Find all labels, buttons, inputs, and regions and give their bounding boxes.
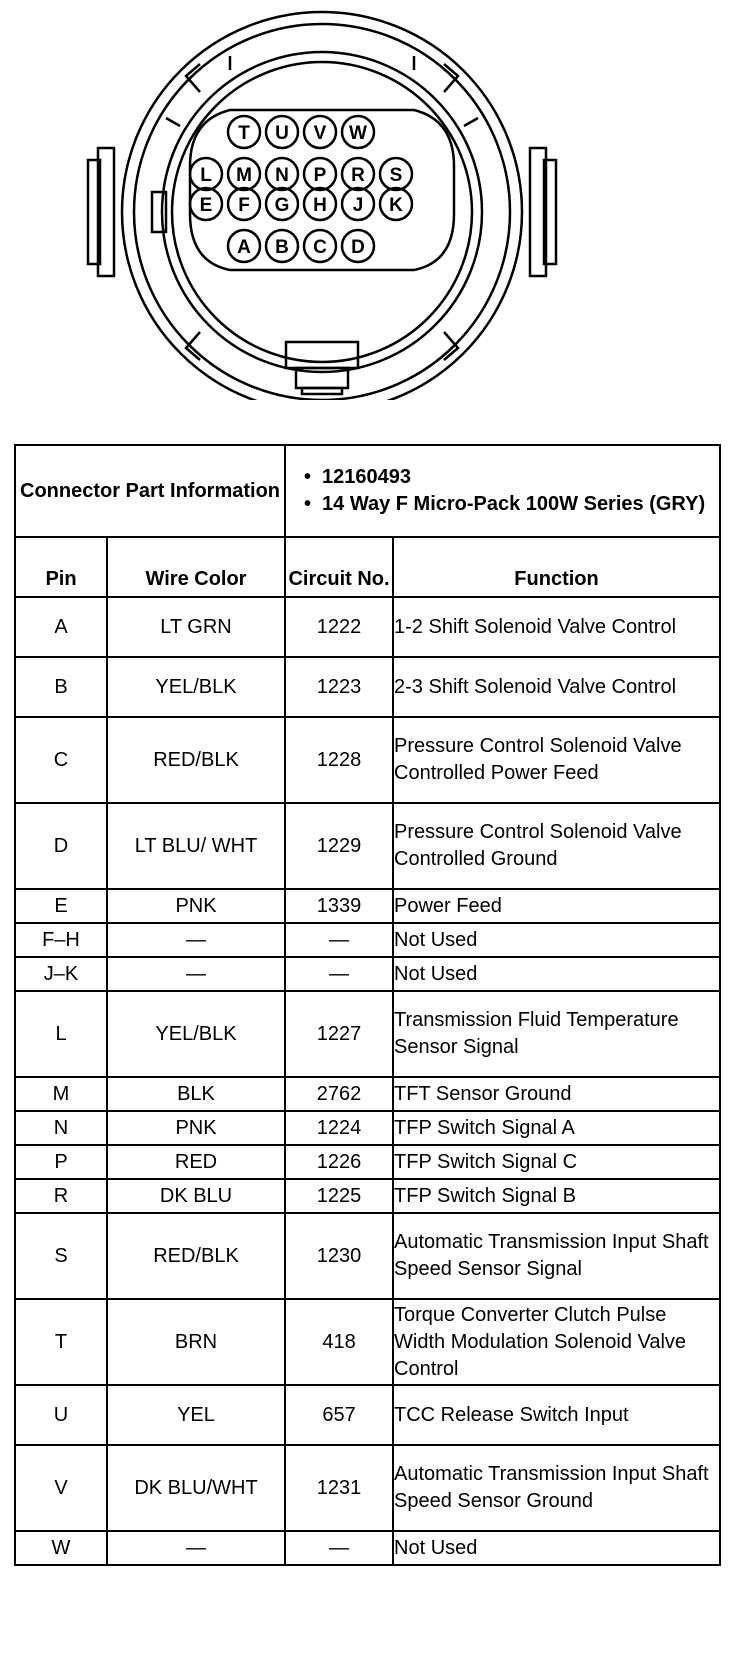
pin-cavity — [380, 188, 412, 220]
circuit-cell: 657 — [285, 1385, 393, 1445]
table-row — [15, 1445, 720, 1531]
table-row — [15, 1077, 720, 1111]
wire-color-cell: RED/BLK — [107, 717, 285, 803]
wire-color-cell: DK BLU — [107, 1179, 285, 1213]
part-description: • 14 Way F Micro-Pack 100W Series (GRY) — [304, 491, 713, 518]
pin-cavity — [266, 230, 298, 262]
wire-color-cell: — — [107, 923, 285, 957]
pin-cell: W — [15, 1531, 107, 1565]
pin-letter: B — [275, 237, 289, 258]
function-cell: Not Used — [393, 957, 720, 991]
circuit-cell: 1230 — [285, 1213, 393, 1299]
pin-letter: G — [274, 195, 290, 216]
pin-letter: P — [313, 165, 327, 186]
function-cell: Not Used — [393, 923, 720, 957]
pin-cavity — [266, 158, 298, 190]
function-cell: Power Feed — [393, 889, 720, 923]
wire-color-cell: LT GRN — [107, 597, 285, 657]
circuit-cell: 1223 — [285, 657, 393, 717]
pin-cell: L — [15, 991, 107, 1077]
part-info-row — [15, 445, 720, 537]
wire-color-cell: RED — [107, 1145, 285, 1179]
pin-cell: J–K — [15, 957, 107, 991]
function-cell: TFT Sensor Ground — [393, 1077, 720, 1111]
pin-cell: C — [15, 717, 107, 803]
wire-color-cell: YEL/BLK — [107, 991, 285, 1077]
table-row — [15, 923, 720, 957]
pin-letter: N — [275, 165, 289, 186]
circuit-cell: 1228 — [285, 717, 393, 803]
function-cell: Transmission Fluid Temperature Sensor Signal — [393, 991, 720, 1077]
pin-cell: D — [15, 803, 107, 889]
table-row — [15, 657, 720, 717]
header-pin: Pin — [15, 537, 107, 597]
circuit-cell: 1231 — [285, 1445, 393, 1531]
header-function: Function — [393, 537, 720, 597]
part-info-label: Connector Part Information — [15, 445, 285, 537]
pin-cavity — [342, 116, 374, 148]
table-row — [15, 1299, 720, 1385]
pin-cell: R — [15, 1179, 107, 1213]
part-info-details — [285, 445, 720, 537]
function-cell: Not Used — [393, 1531, 720, 1565]
part-number: • 12160493 — [304, 464, 713, 491]
circuit-cell: 418 — [285, 1299, 393, 1385]
pin-letter: W — [349, 123, 367, 144]
pin-cavity — [266, 188, 298, 220]
pin-cavity — [266, 116, 298, 148]
circuit-cell: — — [285, 923, 393, 957]
wire-color-cell: BRN — [107, 1299, 285, 1385]
circuit-cell: 1229 — [285, 803, 393, 889]
table-row — [15, 957, 720, 991]
circuit-cell: 1227 — [285, 991, 393, 1077]
table-row — [15, 1179, 720, 1213]
function-cell: TFP Switch Signal C — [393, 1145, 720, 1179]
circuit-cell: 1339 — [285, 889, 393, 923]
pin-cell: A — [15, 597, 107, 657]
wire-color-cell: YEL/BLK — [107, 657, 285, 717]
pin-cell: F–H — [15, 923, 107, 957]
function-cell: Torque Converter Clutch Pulse Width Modulation Solenoid Valve Control — [393, 1299, 720, 1385]
pin-cavity — [342, 188, 374, 220]
circuit-cell: — — [285, 957, 393, 991]
wire-color-cell: PNK — [107, 889, 285, 923]
pin-cell: N — [15, 1111, 107, 1145]
pin-cavity — [190, 158, 222, 190]
pin-cavity — [304, 158, 336, 190]
pin-letter: E — [199, 195, 213, 216]
pin-cavity — [190, 188, 222, 220]
pin-letter: K — [389, 195, 403, 216]
pin-cell: S — [15, 1213, 107, 1299]
pin-letter: V — [313, 123, 327, 144]
function-cell: Pressure Control Solenoid Valve Controlled Ground — [393, 803, 720, 889]
pin-cavity — [304, 188, 336, 220]
circuit-cell: 1224 — [285, 1111, 393, 1145]
pin-letter: F — [238, 195, 250, 216]
header-circuit: Circuit No. — [285, 537, 393, 597]
pin-letter: T — [238, 123, 250, 144]
wire-color-cell: LT BLU/ WHT — [107, 803, 285, 889]
pin-letter: J — [352, 195, 364, 216]
function-cell: 1-2 Shift Solenoid Valve Control — [393, 597, 720, 657]
pin-letter: C — [313, 237, 327, 258]
pin-cavity — [228, 116, 260, 148]
function-cell: TFP Switch Signal A — [393, 1111, 720, 1145]
pin-cavity — [228, 158, 260, 190]
pin-cell: E — [15, 889, 107, 923]
table-row — [15, 597, 720, 657]
table-header-row — [15, 537, 720, 597]
pin-cavity — [304, 230, 336, 262]
pin-cell: M — [15, 1077, 107, 1111]
function-cell: TCC Release Switch Input — [393, 1385, 720, 1445]
table-row — [15, 1385, 720, 1445]
pin-cavity — [380, 158, 412, 190]
table-row — [15, 803, 720, 889]
pin-cell: P — [15, 1145, 107, 1179]
connector-face-diagram — [0, 0, 736, 400]
wire-color-cell: — — [107, 1531, 285, 1565]
connector-pinout-table — [14, 444, 721, 1566]
pin-cell: U — [15, 1385, 107, 1445]
table-row — [15, 1531, 720, 1565]
function-cell: Automatic Transmission Input Shaft Speed Sensor Signal — [393, 1213, 720, 1299]
table-row — [15, 717, 720, 803]
pin-cavity-group — [190, 116, 412, 262]
pin-letter: R — [351, 165, 365, 186]
pin-letter: L — [200, 165, 212, 186]
circuit-cell: 2762 — [285, 1077, 393, 1111]
pin-letter: S — [389, 165, 403, 186]
function-cell: Pressure Control Solenoid Valve Controlled Power Feed — [393, 717, 720, 803]
table-body — [15, 597, 720, 1565]
pin-cavity — [228, 188, 260, 220]
pin-letter: M — [236, 165, 252, 186]
circuit-cell: — — [285, 1531, 393, 1565]
pin-cavity — [342, 158, 374, 190]
pin-cavity — [228, 230, 260, 262]
table-row — [15, 1111, 720, 1145]
wire-color-cell: — — [107, 957, 285, 991]
wire-color-cell: PNK — [107, 1111, 285, 1145]
pin-cavity — [342, 230, 374, 262]
table-row — [15, 1213, 720, 1299]
wire-color-cell: DK BLU/WHT — [107, 1445, 285, 1531]
table-row — [15, 889, 720, 923]
wire-color-cell: RED/BLK — [107, 1213, 285, 1299]
pin-cell: V — [15, 1445, 107, 1531]
pin-letter: A — [237, 237, 251, 258]
wire-color-cell: YEL — [107, 1385, 285, 1445]
circuit-cell: 1225 — [285, 1179, 393, 1213]
pin-cavity — [304, 116, 336, 148]
table-row — [15, 1145, 720, 1179]
pin-cell: T — [15, 1299, 107, 1385]
circuit-cell: 1222 — [285, 597, 393, 657]
circuit-cell: 1226 — [285, 1145, 393, 1179]
pin-letter: D — [351, 237, 365, 258]
function-cell: 2-3 Shift Solenoid Valve Control — [393, 657, 720, 717]
function-cell: Automatic Transmission Input Shaft Speed Sensor Ground — [393, 1445, 720, 1531]
wire-color-cell: BLK — [107, 1077, 285, 1111]
pin-cell: B — [15, 657, 107, 717]
header-wire-color: Wire Color — [107, 537, 285, 597]
function-cell: TFP Switch Signal B — [393, 1179, 720, 1213]
pin-letter: H — [313, 195, 327, 216]
table-row — [15, 991, 720, 1077]
pin-letter: U — [275, 123, 289, 144]
